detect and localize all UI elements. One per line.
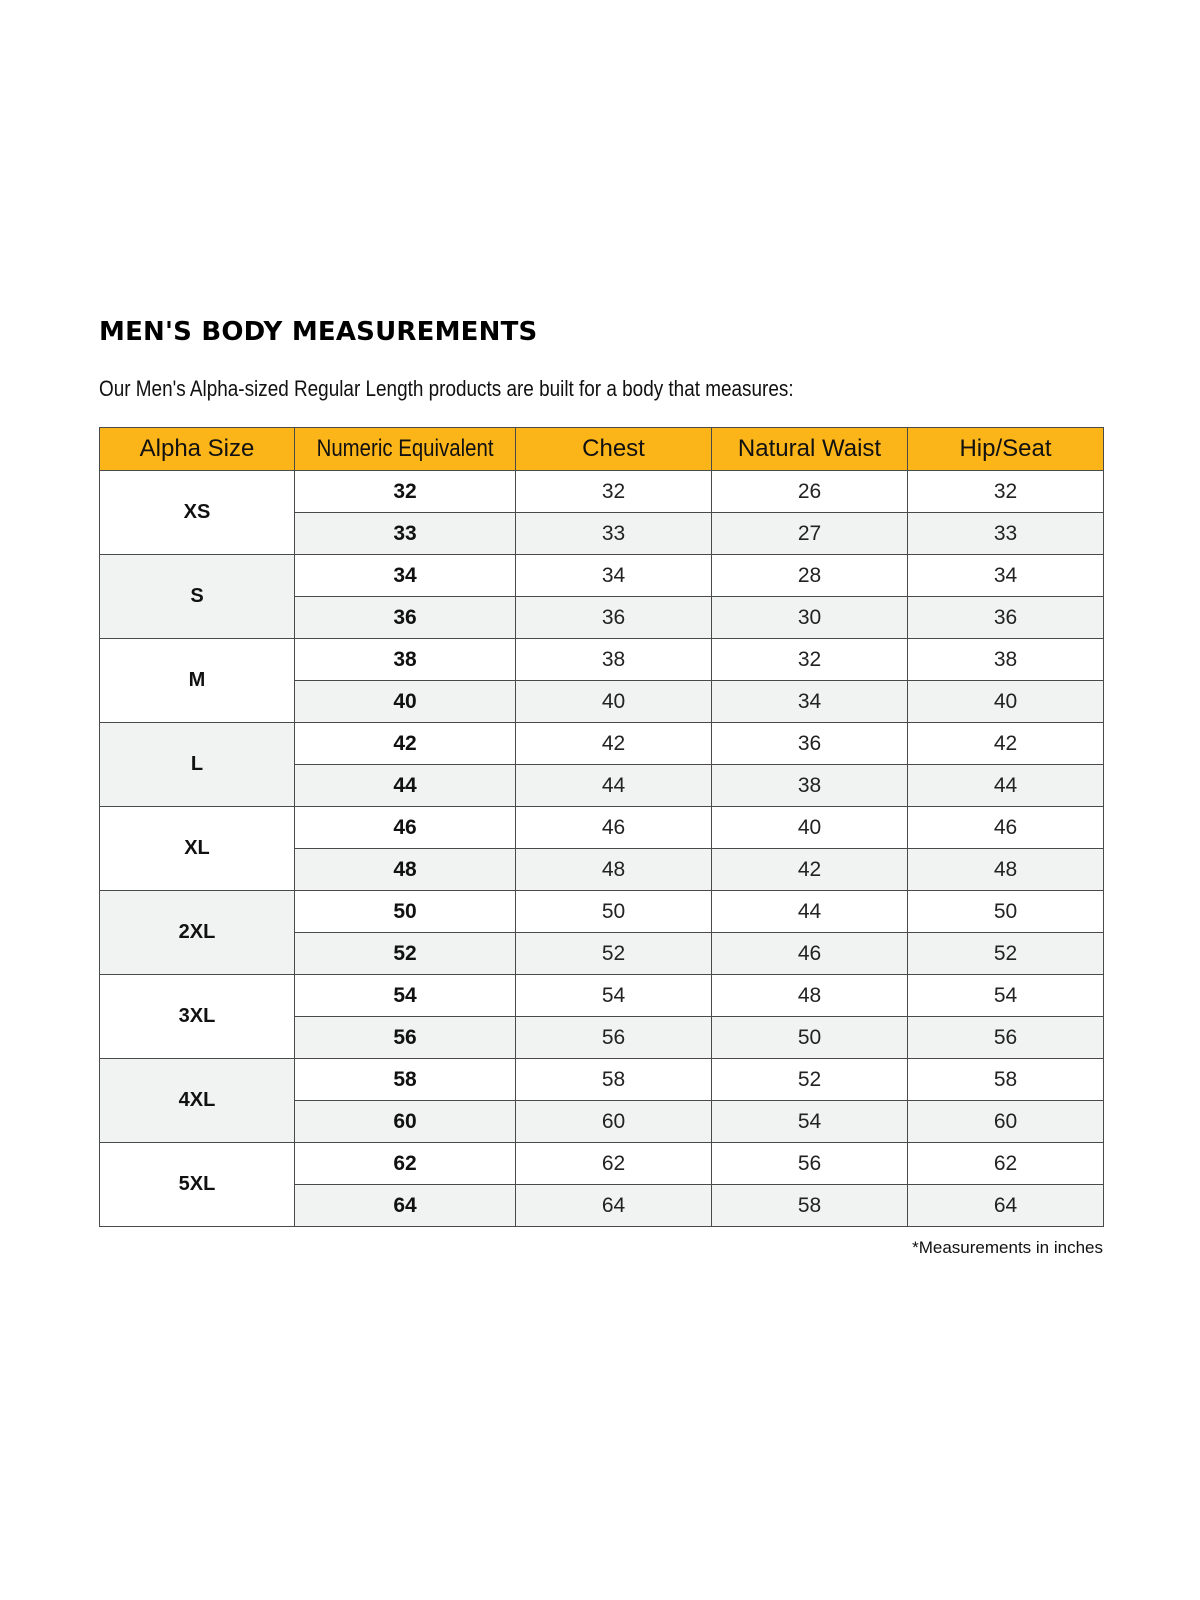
numeric-equivalent-cell: 32 [295, 471, 516, 513]
col-header-numeric-equivalent: Numeric Equivalent [295, 428, 516, 471]
hip-seat-cell: 64 [908, 1185, 1104, 1227]
chest-cell: 34 [516, 555, 712, 597]
chest-cell: 56 [516, 1017, 712, 1059]
header-row [100, 428, 1104, 471]
alpha-size-cell: 4XL [100, 1059, 295, 1143]
hip-seat-cell: 40 [908, 681, 1104, 723]
natural-waist-cell: 26 [712, 471, 908, 513]
numeric-equivalent-cell: 52 [295, 933, 516, 975]
alpha-size-cell: S [100, 555, 295, 639]
chest-cell: 64 [516, 1185, 712, 1227]
table-row [100, 471, 1104, 513]
chest-cell: 33 [516, 513, 712, 555]
footnote: *Measurements in inches [912, 1238, 1103, 1257]
numeric-equivalent-cell: 44 [295, 765, 516, 807]
chest-cell: 48 [516, 849, 712, 891]
numeric-equivalent-cell: 64 [295, 1185, 516, 1227]
chest-cell: 46 [516, 807, 712, 849]
numeric-equivalent-cell: 38 [295, 639, 516, 681]
natural-waist-cell: 32 [712, 639, 908, 681]
table-body [100, 471, 1104, 1227]
table-row [100, 723, 1104, 765]
chest-cell: 50 [516, 891, 712, 933]
size-chart-table [99, 427, 1104, 1227]
table-row [100, 639, 1104, 681]
hip-seat-cell: 60 [908, 1101, 1104, 1143]
col-header-alpha-size: Alpha Size [100, 428, 295, 471]
table-row [100, 891, 1104, 933]
natural-waist-cell: 30 [712, 597, 908, 639]
chest-cell: 44 [516, 765, 712, 807]
numeric-equivalent-cell: 46 [295, 807, 516, 849]
page-subtitle: Our Men's Alpha-sized Regular Length products are built for a body that measures: [99, 376, 794, 401]
natural-waist-cell: 36 [712, 723, 908, 765]
numeric-equivalent-cell: 54 [295, 975, 516, 1017]
natural-waist-cell: 54 [712, 1101, 908, 1143]
numeric-equivalent-cell: 60 [295, 1101, 516, 1143]
natural-waist-cell: 27 [712, 513, 908, 555]
natural-waist-cell: 44 [712, 891, 908, 933]
numeric-equivalent-cell: 56 [295, 1017, 516, 1059]
chest-cell: 32 [516, 471, 712, 513]
hip-seat-cell: 50 [908, 891, 1104, 933]
table-row [100, 555, 1104, 597]
chest-cell: 42 [516, 723, 712, 765]
numeric-equivalent-cell: 62 [295, 1143, 516, 1185]
numeric-equivalent-cell: 33 [295, 513, 516, 555]
numeric-equivalent-cell: 36 [295, 597, 516, 639]
hip-seat-cell: 33 [908, 513, 1104, 555]
alpha-size-cell: L [100, 723, 295, 807]
alpha-size-cell: XL [100, 807, 295, 891]
numeric-equivalent-cell: 42 [295, 723, 516, 765]
numeric-equivalent-cell: 34 [295, 555, 516, 597]
numeric-equivalent-cell: 40 [295, 681, 516, 723]
natural-waist-cell: 46 [712, 933, 908, 975]
alpha-size-cell: 2XL [100, 891, 295, 975]
numeric-equivalent-cell: 58 [295, 1059, 516, 1101]
alpha-size-cell: 3XL [100, 975, 295, 1059]
natural-waist-cell: 42 [712, 849, 908, 891]
chest-cell: 40 [516, 681, 712, 723]
hip-seat-cell: 46 [908, 807, 1104, 849]
numeric-equivalent-cell: 48 [295, 849, 516, 891]
table-row [100, 975, 1104, 1017]
natural-waist-cell: 48 [712, 975, 908, 1017]
col-header-natural-waist: Natural Waist [712, 428, 908, 471]
table-header [100, 428, 1104, 471]
hip-seat-cell: 54 [908, 975, 1104, 1017]
chest-cell: 52 [516, 933, 712, 975]
natural-waist-cell: 50 [712, 1017, 908, 1059]
hip-seat-cell: 38 [908, 639, 1104, 681]
chest-cell: 38 [516, 639, 712, 681]
chest-cell: 58 [516, 1059, 712, 1101]
natural-waist-cell: 58 [712, 1185, 908, 1227]
alpha-size-cell: 5XL [100, 1143, 295, 1227]
chest-cell: 54 [516, 975, 712, 1017]
table-row [100, 1059, 1104, 1101]
col-header-chest: Chest [516, 428, 712, 471]
natural-waist-cell: 34 [712, 681, 908, 723]
hip-seat-cell: 34 [908, 555, 1104, 597]
hip-seat-cell: 32 [908, 471, 1104, 513]
chest-cell: 60 [516, 1101, 712, 1143]
hip-seat-cell: 36 [908, 597, 1104, 639]
alpha-size-cell: XS [100, 471, 295, 555]
table-row [100, 1143, 1104, 1185]
hip-seat-cell: 42 [908, 723, 1104, 765]
natural-waist-cell: 52 [712, 1059, 908, 1101]
chest-cell: 62 [516, 1143, 712, 1185]
hip-seat-cell: 48 [908, 849, 1104, 891]
alpha-size-cell: M [100, 639, 295, 723]
hip-seat-cell: 44 [908, 765, 1104, 807]
hip-seat-cell: 62 [908, 1143, 1104, 1185]
natural-waist-cell: 40 [712, 807, 908, 849]
col-header-hip-seat: Hip/Seat [908, 428, 1104, 471]
hip-seat-cell: 56 [908, 1017, 1104, 1059]
table-row [100, 807, 1104, 849]
page-title: MEN'S BODY MEASUREMENTS [99, 317, 538, 347]
hip-seat-cell: 52 [908, 933, 1104, 975]
hip-seat-cell: 58 [908, 1059, 1104, 1101]
natural-waist-cell: 28 [712, 555, 908, 597]
numeric-equivalent-cell: 50 [295, 891, 516, 933]
chest-cell: 36 [516, 597, 712, 639]
natural-waist-cell: 38 [712, 765, 908, 807]
natural-waist-cell: 56 [712, 1143, 908, 1185]
